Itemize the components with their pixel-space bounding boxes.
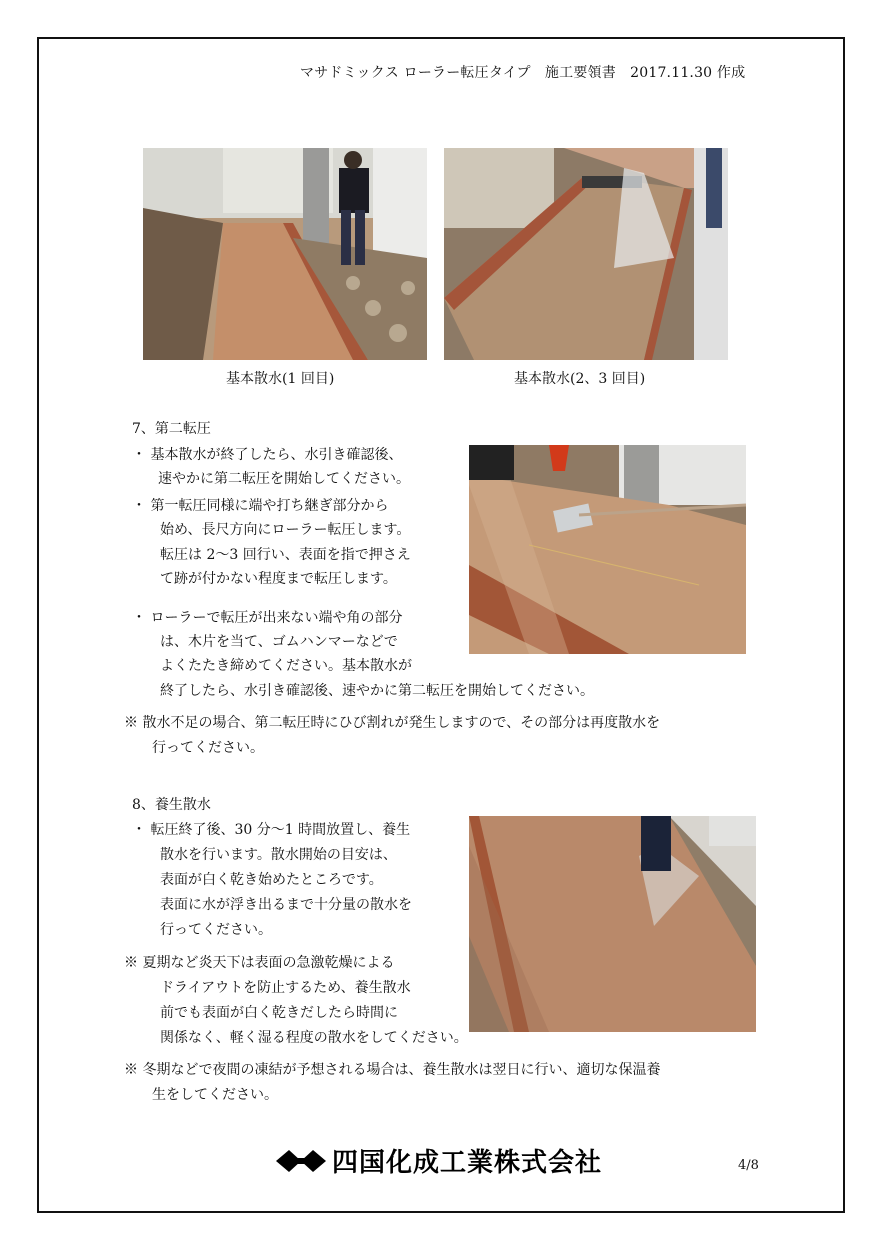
section-7-note: ※ 散水不足の場合、第二転圧時にひび割れが発生しますので、その部分は再度散水を <box>124 715 661 731</box>
section-8-line: 行ってください。 <box>160 922 272 938</box>
section-8-note: 生をしてください。 <box>152 1087 278 1103</box>
section-8-line: 表面に水が浮き出るまで十分量の散水を <box>160 897 412 913</box>
photo-basic-watering-1-image <box>143 148 427 360</box>
section-7-line: 速やかに第二転圧を開始してください。 <box>158 471 410 487</box>
section-7-line: ・ 基本散水が終了したら、水引き確認後、 <box>132 447 403 463</box>
company-name: 四国化成工業株式会社 <box>332 1148 603 1178</box>
section-8-note: ドライアウトを防止するため、養生散水 <box>160 980 411 996</box>
document-header: マサドミックス ローラー転圧タイプ 施工要領書 2017.11.30 作成 <box>300 65 746 81</box>
diamond-logo-icon <box>276 1148 326 1174</box>
section-8-line: 表面が白く乾き始めたところです。 <box>160 872 383 888</box>
section-7-line: て跡が付かない程度まで転圧します。 <box>160 571 397 587</box>
section-7-line: 始め、長尺方向にローラー転圧します。 <box>160 522 411 538</box>
section-8-note: ※ 冬期などで夜間の凍結が予想される場合は、養生散水は翌日に行い、適切な保温養 <box>124 1062 661 1078</box>
section-7-line: 終了したら、水引き確認後、速やかに第二転圧を開始してください。 <box>160 683 594 699</box>
section-8-line: 散水を行います。散水開始の目安は、 <box>160 847 397 863</box>
photo-basic-watering-1 <box>143 148 427 360</box>
section-7-line: 転圧は 2〜3 回行い、表面を指で押さえ <box>160 547 411 563</box>
section-8-line: ・ 転圧終了後、30 分〜1 時間放置し、養生 <box>132 822 411 838</box>
section-8-note: ※ 夏期など炎天下は表面の急激乾燥による <box>124 955 395 971</box>
section-7-title: 7、第二転圧 <box>132 421 211 437</box>
photo-curing-watering-image <box>469 816 756 1032</box>
section-7-note: 行ってください。 <box>152 740 264 756</box>
photo-second-rolling-image <box>469 445 746 654</box>
section-7-line: は、木片を当て、ゴムハンマーなどで <box>160 634 398 650</box>
caption-photo-1: 基本散水(1 回目) <box>226 371 335 387</box>
section-8-note: 関係なく、軽く湿る程度の散水をしてください。 <box>160 1030 468 1046</box>
page-number: 4/8 <box>738 1158 759 1173</box>
section-7-line: ・ 第一転圧同様に端や打ち継ぎ部分から <box>132 498 389 514</box>
photo-second-rolling <box>469 445 746 654</box>
section-7-line: ・ ローラーで転圧が出来ない端や角の部分 <box>132 610 403 626</box>
section-8-note: 前でも表面が白く乾きだしたら時間に <box>160 1005 398 1021</box>
photo-basic-watering-2-3 <box>444 148 728 360</box>
caption-photo-2: 基本散水(2、3 回目) <box>514 371 646 387</box>
company-logo <box>276 1142 602 1179</box>
section-8-title: 8、養生散水 <box>132 797 211 813</box>
photo-curing-watering <box>469 816 756 1032</box>
photo-basic-watering-2-3-image <box>444 148 728 360</box>
section-7-line: よくたたき締めてください。基本散水が <box>160 658 412 674</box>
